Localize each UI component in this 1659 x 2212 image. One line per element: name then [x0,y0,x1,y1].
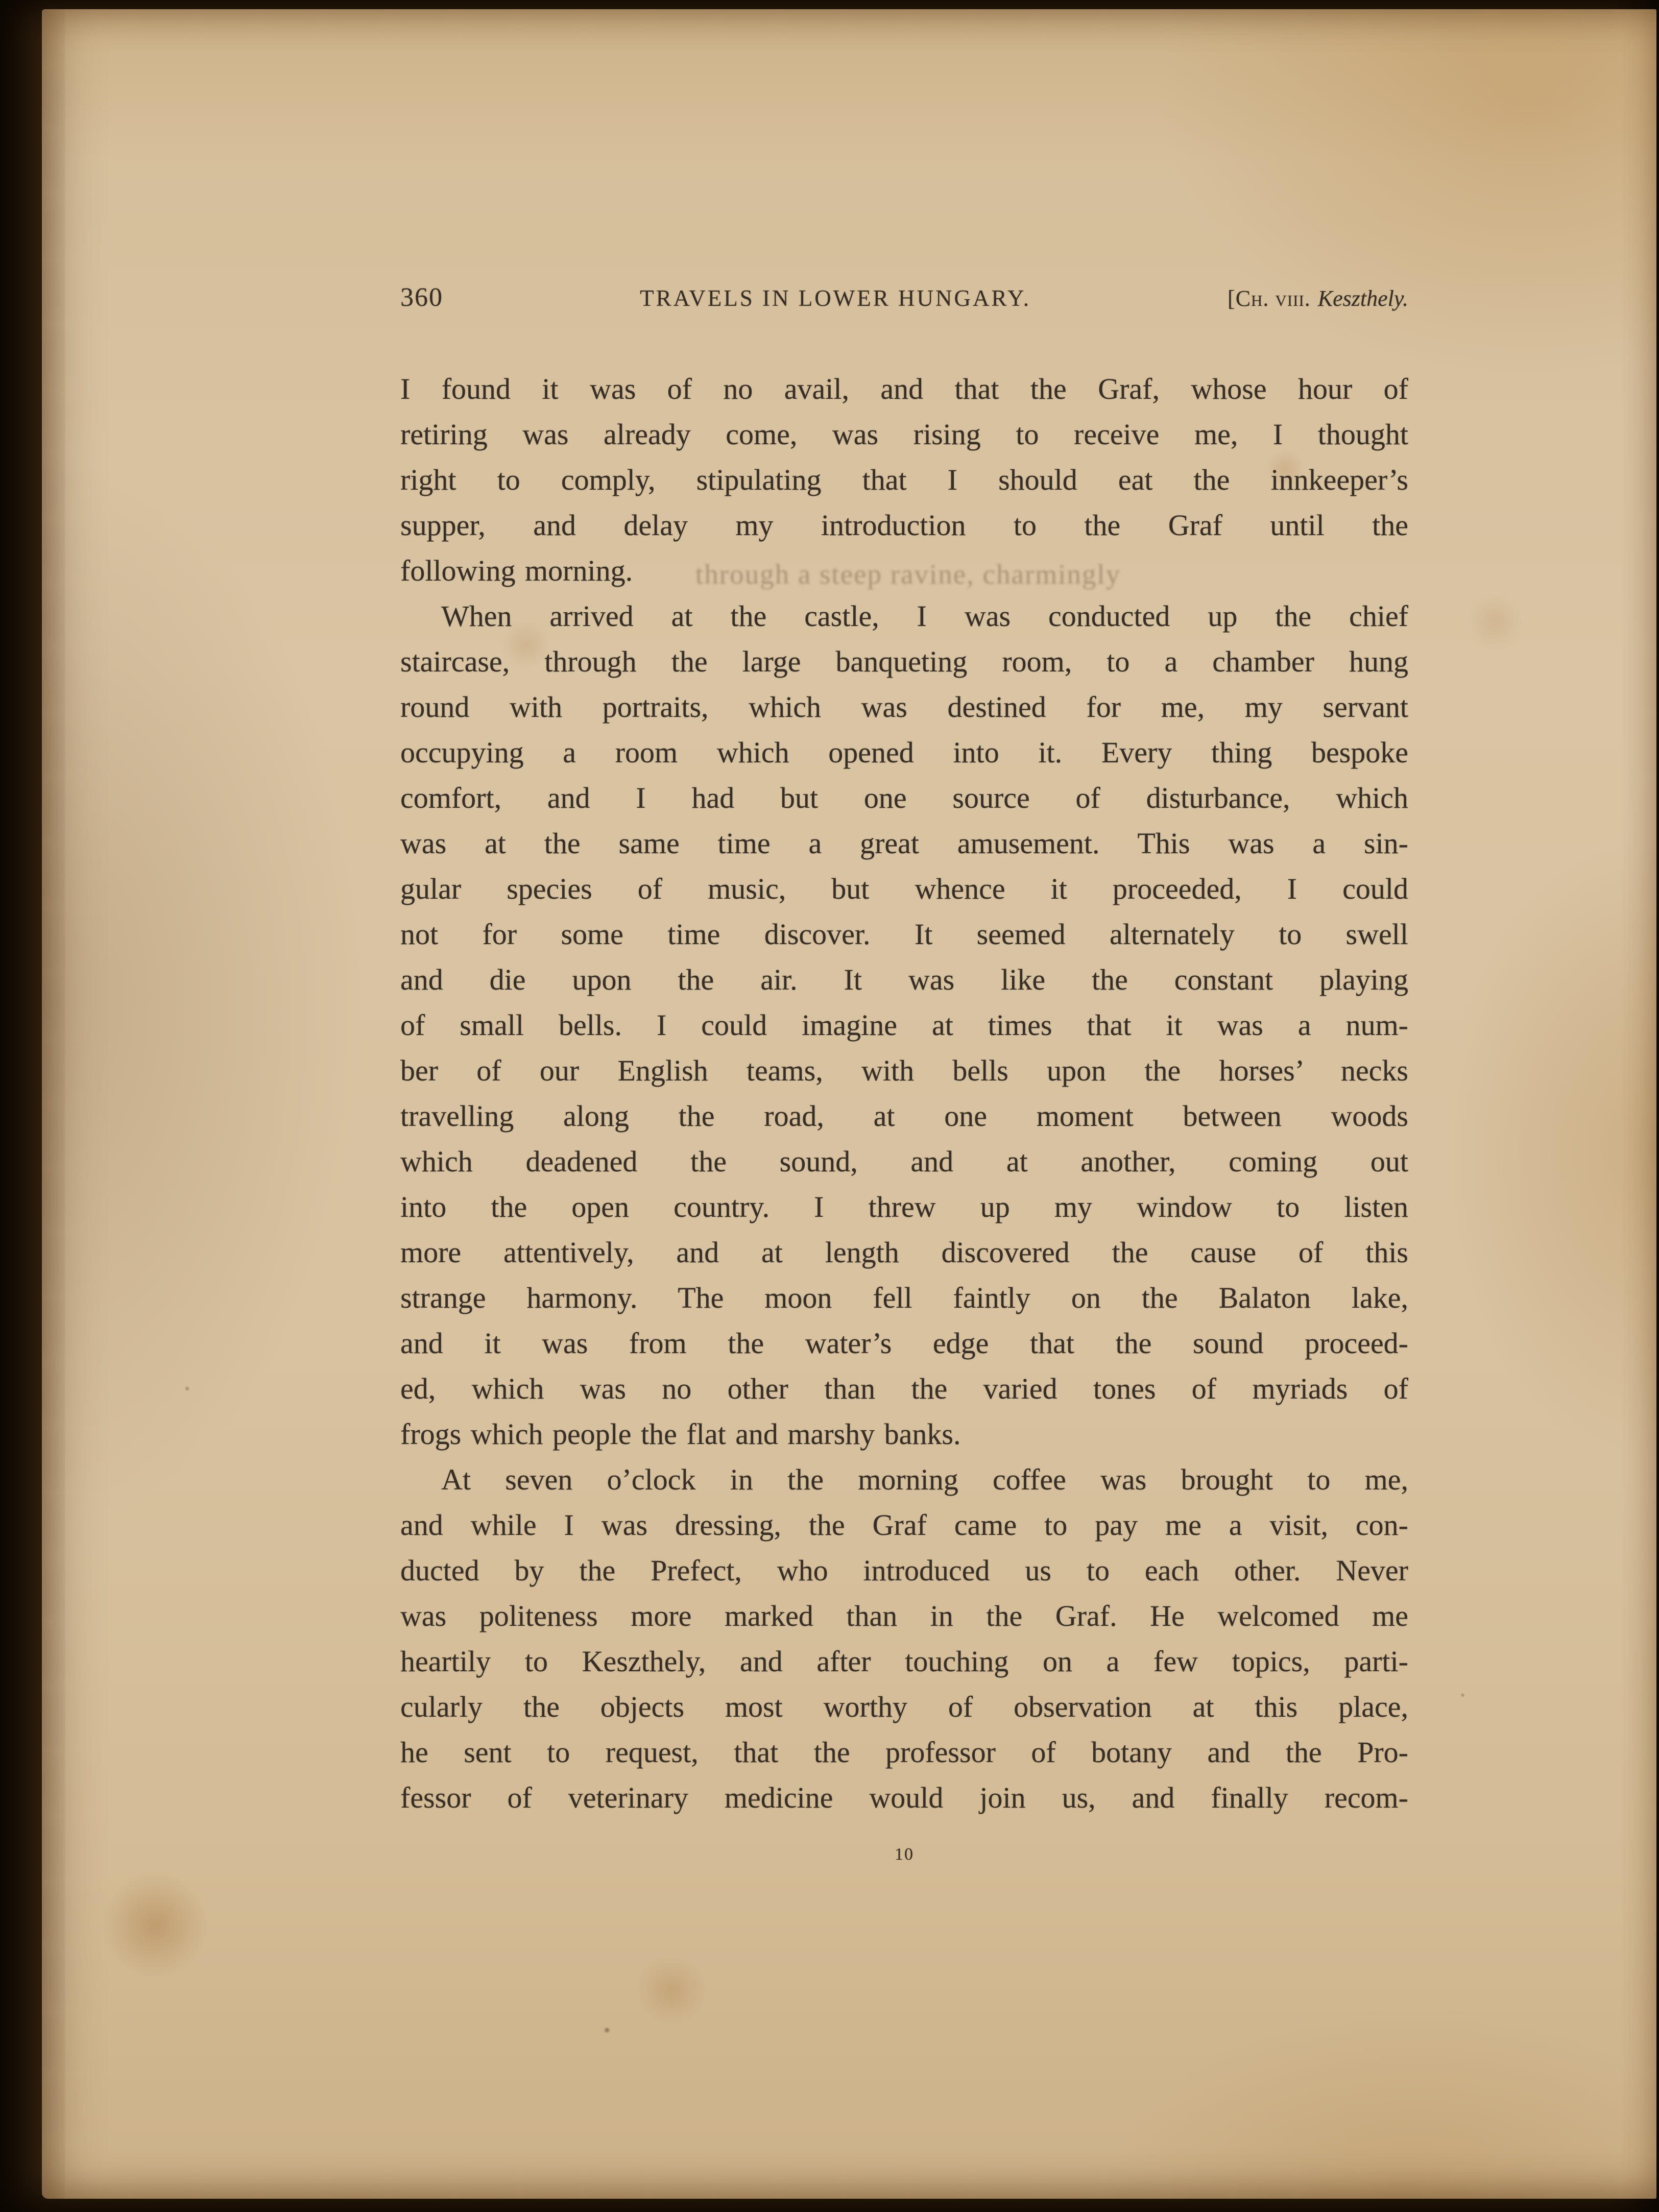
page-header [400,282,1408,312]
text-line: ducted by the Prefect, who introduced us to each other. Never [400,1554,1408,1587]
text-line: right to comply, stipulating that I should eat the innkeeper’s [400,463,1408,496]
text-line: travelling along the road, at one moment between woods [400,1099,1408,1133]
text-line: ed, which was no other than the varied tones of myriads of [400,1372,1408,1405]
paragraph [400,593,1408,1457]
text-line: gular species of music, but whence it proceeded, I could [400,872,1408,905]
book-page [42,9,1656,2199]
bleed-through-text: through a steep ravine, charmingly [695,559,1121,590]
page-content [400,282,1408,1864]
chapter-label: [Ch. viii. [1228,286,1311,311]
chapter-reference [1228,285,1408,311]
text-line: supper, and delay my introduction to the Graf until the [400,509,1408,542]
text-line: fessor of veterinary medicine would join us, and finally recom- [400,1781,1408,1814]
text-line: he sent to request, that the professor of botany and the Pro- [400,1736,1408,1769]
text-line: staircase, through the large banqueting room, to a chamber hung [400,645,1408,678]
page-text [400,366,1408,1820]
text-line: ber of our English teams, with bells upon the horses’ necks [400,1054,1408,1087]
paragraph [400,366,1408,593]
signature-mark: 10 [895,1845,914,1864]
text-line: and it was from the water’s edge that the sound proceed- [400,1327,1408,1360]
text-line: and die upon the air. It was like the constant playing [400,963,1408,996]
section-name: Keszthely. [1317,286,1408,311]
text-line: occupying a room which opened into it. Every thing bespoke [400,736,1408,769]
text-line: and while I was dressing, the Graf came to pay me a visit, con- [400,1508,1408,1542]
text-line: At seven o’clock in the morning coffee was brought to me, [441,1463,1408,1496]
running-title: TRAVELS IN LOWER HUNGARY. [640,285,1031,311]
text-line: was at the same time a great amusement. This was a sin- [400,827,1408,860]
text-line: following morning. [400,554,633,587]
text-line: retiring was already come, was rising to receive me, I thought [400,418,1408,451]
text-line: round with portraits, which was destined for me, my servant [400,690,1408,724]
page-number: 360 [400,283,443,312]
text-line: I found it was of no avail, and that the Graf, whose hour of [400,372,1408,405]
text-line: not for some time discover. It seemed alternately to swell [400,918,1408,951]
text-line: frogs which people the flat and marshy banks. [400,1417,961,1451]
text-line: which deadened the sound, and at another, coming out [400,1145,1408,1178]
text-line: of small bells. I could imagine at times that it was a num- [400,1008,1408,1042]
text-line: was politeness more marked than in the Graf. He welcomed me [400,1599,1408,1632]
paragraph [400,1457,1408,1820]
text-line: cularly the objects most worthy of observation at this place, [400,1690,1408,1723]
text-line: comfort, and I had but one source of disturbance, which [400,781,1408,814]
text-line: heartily to Keszthely, and after touching on a few topics, parti- [400,1645,1408,1678]
text-line: When arrived at the castle, I was conducted up the chief [441,599,1408,633]
text-line: into the open country. I threw up my window to listen [400,1190,1408,1223]
text-line: more attentively, and at length discovered the cause of this [400,1236,1408,1269]
text-line: strange harmony. The moon fell faintly on the Balaton lake, [400,1281,1408,1314]
